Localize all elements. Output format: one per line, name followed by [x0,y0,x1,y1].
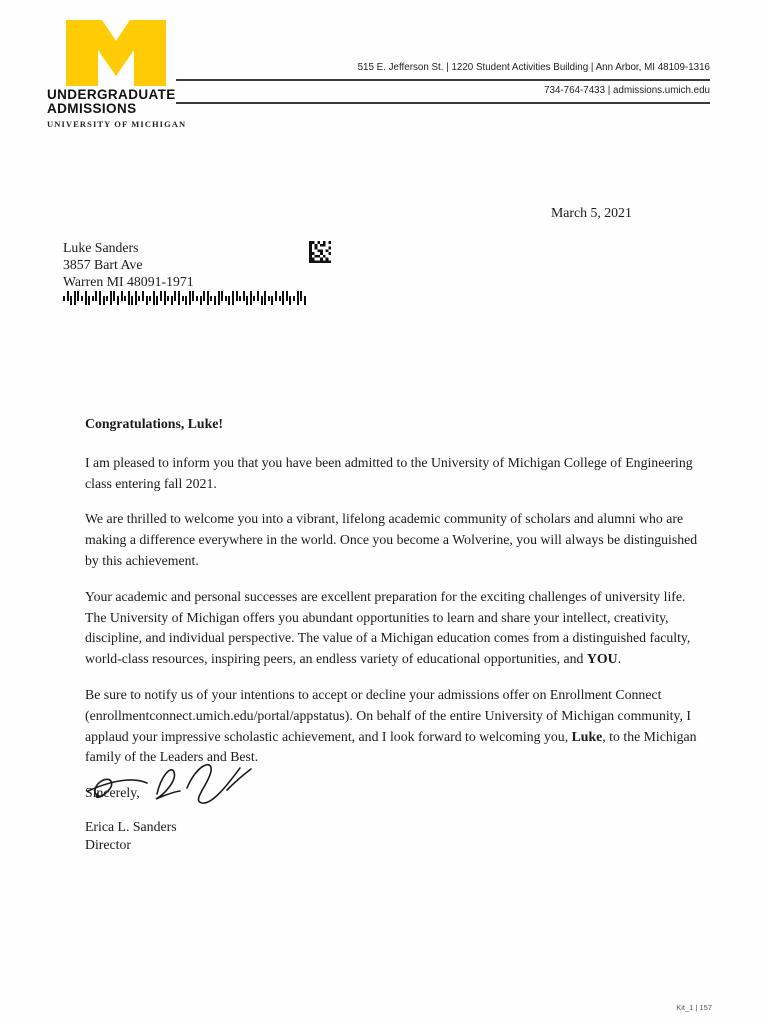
header-divider-1 [176,79,710,81]
admissions-wordmark [47,88,186,129]
recipient-street: 3857 Bart Ave [63,257,143,272]
data-matrix-icon [309,241,331,263]
michigan-block-m-logo [66,20,166,86]
paragraph-1: I am pleased to inform you that you have been admitted to the University of Michigan College of Engineering class entering fall 2021. [85,454,693,491]
recipient-city-zip: Warren MI 48091-1971 [63,274,194,289]
paragraph-4-end: , to the Michigan family of the Leaders and Best. [85,728,697,765]
paragraph-4-text: Be sure to notify us of your intentions to accept or decline your admissions offer on Enrollment Connect (enrollmentconnect.umich.edu/portal/appstatus). On behalf of the entire University of Michigan community, I applaud your impressive scholastic achievement, and I look forward to welcoming you, [85,686,691,744]
university-name: UNIVERSITY OF MICHIGAN [47,119,187,130]
signature-block [85,818,177,853]
closing: Sincerely, [85,785,140,801]
paragraph-3-text: Your academic and personal successes are excellent preparation for the exciting challenges of university life. The University of Michigan offers you abundant opportunities to learn and share your intellect, creativity, discipline, and individual perspective. The value of a Michigan education comes from a distinguished faculty, world-class resources, inspiring peers, an endless variety of educational opportunities, and [85,588,691,667]
recipient-name: Luke Sanders [63,240,139,255]
header-address-line: 515 E. Jefferson St. | 1220 Student Activities Building | Ann Arbor, MI 48109-1316 [357,62,710,73]
org-line-1: UNDERGRADUATE [47,87,176,102]
paragraph-3-period: . [617,651,622,667]
header-divider-2 [176,102,710,104]
handwritten-signature [85,758,255,816]
paragraph-4-emphasis: Luke [571,728,603,744]
signer-name: Erica L. Sanders [85,819,177,834]
letter-date: March 5, 2021 [551,205,632,220]
header-phone-line: 734-764-7433 | admissions.umich.edu [544,85,710,96]
paragraph-3-emphasis: YOU [586,651,618,667]
signer-title: Director [85,836,131,852]
footer-reference: Kit_1 | 157 [676,1003,712,1012]
block-m-shape [66,20,166,86]
paragraph-3 [85,587,706,670]
org-line-2: ADMISSIONS [47,101,137,117]
paragraph-4 [85,685,706,768]
intelligent-mail-barcode [63,291,307,306]
paragraph-2: We are thrilled to welcome you into a vibrant, lifelong academic community of scholars and alumni who are making a difference everywhere in the world. Once you become a Wolverine, you will always be distinguished by this achievement. [85,511,698,568]
salutation: Congratulations, Luke! [85,416,223,431]
recipient-address-block [63,239,194,290]
